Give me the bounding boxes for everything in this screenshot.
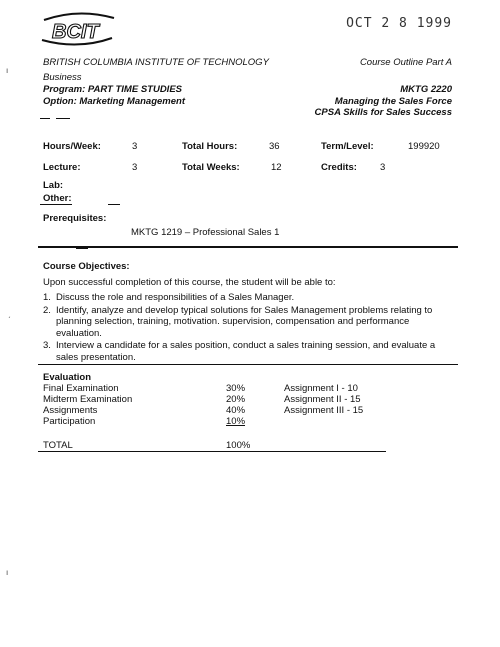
- blank-mark: [76, 248, 88, 249]
- term-level-label: Term/Level:: [321, 141, 374, 152]
- prerequisites-value: MKTG 1219 – Professional Sales 1: [131, 227, 280, 238]
- objectives-list: [43, 292, 453, 364]
- eval-row-value: 40%: [226, 405, 246, 416]
- program-line: Program: PART TIME STUDIES: [43, 84, 182, 95]
- eval-row-label: Midterm Examination: [43, 394, 133, 405]
- eval-total-label: TOTAL: [43, 440, 73, 451]
- term-level-value: 199920: [408, 141, 440, 152]
- blank-mark: [40, 118, 50, 119]
- item-number: 1.: [43, 292, 51, 303]
- credits-label: Credits:: [321, 162, 357, 173]
- assignment-weight: Assignment II - 15: [284, 394, 361, 405]
- eval-total-value: 100%: [226, 440, 251, 451]
- blank-mark: [56, 118, 70, 119]
- item-text: Interview a candidate for a sales position, conduct a sales training session, and evaluate a sales presentation.: [56, 340, 436, 363]
- course-title: Managing the Sales Force: [334, 96, 452, 107]
- section-divider: [38, 246, 458, 248]
- total-underline: [38, 451, 386, 452]
- eval-row-label: Final Examination: [43, 383, 119, 394]
- school-name: Business: [43, 72, 82, 83]
- hours-week-label: Hours/Week:: [43, 141, 101, 152]
- item-number: 2.: [43, 304, 51, 316]
- institute-name: BRITISH COLUMBIA INSTITUTE OF TECHNOLOGY: [43, 57, 269, 68]
- bcit-logo: [38, 10, 118, 48]
- blank-mark: [108, 204, 120, 205]
- eval-row-value: 10%: [226, 416, 246, 427]
- course-code: MKTG 2220: [400, 84, 452, 95]
- list-item: [43, 340, 453, 363]
- item-text: Identify, analyze and develop typical solutions for Sales Management problems relating to planning selection, training, motivation. supervision, compensation and performance evaluation.: [56, 304, 433, 339]
- eval-row-value: 20%: [226, 394, 246, 405]
- item-text: Discuss the role and responsibilities of a Sales Manager.: [56, 292, 295, 303]
- list-item: [43, 292, 453, 304]
- total-hours-label: Total Hours:: [182, 141, 238, 152]
- credits-value: 3: [380, 162, 386, 173]
- total-weeks-label: Total Weeks:: [182, 162, 240, 173]
- scan-mark: ˊ: [8, 316, 11, 325]
- assignment-weight: Assignment I - 10: [284, 383, 358, 394]
- scan-mark: ı: [6, 568, 9, 577]
- prerequisites-label: Prerequisites:: [43, 213, 107, 224]
- other-underline: [40, 204, 72, 205]
- outline-part-label: Course Outline Part A: [359, 57, 452, 68]
- option-line: Option: Marketing Management: [43, 96, 185, 107]
- evaluation-heading: Evaluation: [43, 372, 92, 383]
- total-weeks-value: 12: [271, 162, 282, 173]
- lecture-label: Lecture:: [43, 162, 81, 173]
- list-item: [43, 305, 453, 340]
- assignment-weight: Assignment III - 15: [284, 405, 364, 416]
- eval-row-label: Assignments: [43, 405, 98, 416]
- objectives-intro: Upon successful completion of this course, the student will be able to:: [43, 277, 336, 288]
- total-hours-value: 36: [269, 141, 280, 152]
- item-number: 3.: [43, 340, 51, 351]
- objectives-heading: Course Objectives:: [43, 261, 130, 272]
- course-subtitle: CPSA Skills for Sales Success: [314, 107, 452, 118]
- received-date-stamp: OCT 2 8 1999: [346, 16, 452, 31]
- eval-row-value: 30%: [226, 383, 246, 394]
- lecture-value: 3: [132, 162, 138, 173]
- scan-mark: ı: [6, 66, 9, 75]
- other-label: Other:: [43, 193, 72, 204]
- eval-row-label: Participation: [43, 416, 96, 427]
- lab-label: Lab:: [43, 180, 64, 191]
- hours-week-value: 3: [132, 141, 138, 152]
- section-divider: [38, 364, 458, 365]
- svg-text:BCIT: BCIT: [52, 21, 99, 43]
